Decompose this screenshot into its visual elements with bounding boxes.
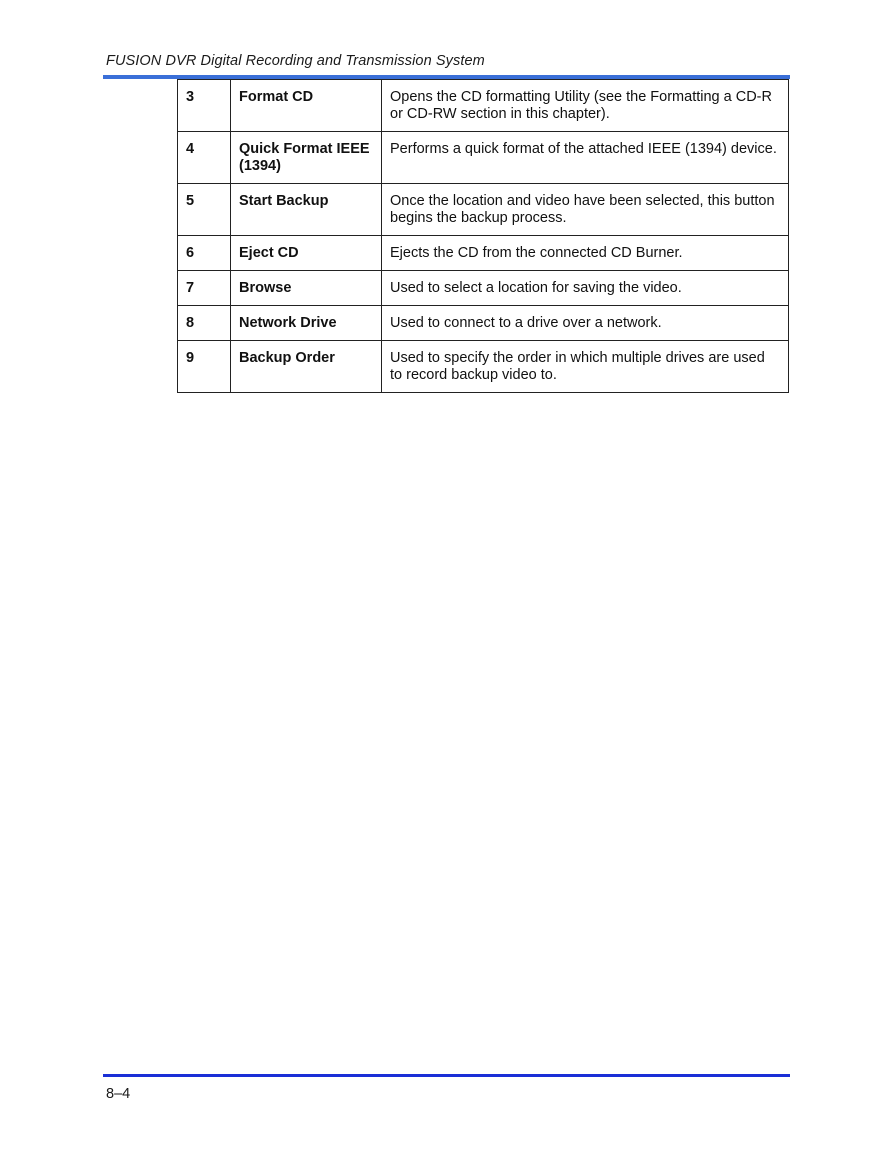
row-name: Browse <box>231 271 382 306</box>
table-row <box>178 271 789 306</box>
button-reference-table <box>177 79 789 393</box>
row-number: 4 <box>178 132 231 184</box>
row-number: 7 <box>178 271 231 306</box>
table-row <box>178 306 789 341</box>
table-row <box>178 236 789 271</box>
table-row <box>178 184 789 236</box>
row-name: Network Drive <box>231 306 382 341</box>
row-description: Used to connect to a drive over a network. <box>382 306 789 341</box>
footer-divider <box>103 1074 790 1077</box>
row-description: Opens the CD formatting Utility (see the Formatting a CD-R or CD-RW section in this chapter). <box>382 80 789 132</box>
row-name: Start Backup <box>231 184 382 236</box>
page-number: 8–4 <box>106 1086 131 1102</box>
row-description: Ejects the CD from the connected CD Burner. <box>382 236 789 271</box>
row-name: Format CD <box>231 80 382 132</box>
row-name: Eject CD <box>231 236 382 271</box>
table-row <box>178 341 789 393</box>
row-number: 5 <box>178 184 231 236</box>
row-number: 6 <box>178 236 231 271</box>
row-number: 9 <box>178 341 231 393</box>
row-description: Performs a quick format of the attached IEEE (1394) device. <box>382 132 789 184</box>
row-number: 8 <box>178 306 231 341</box>
page-header-title: FUSION DVR Digital Recording and Transmission System <box>106 53 485 69</box>
row-description: Used to specify the order in which multiple drives are used to record backup video to. <box>382 341 789 393</box>
row-name: Quick Format IEEE (1394) <box>231 132 382 184</box>
table-row <box>178 132 789 184</box>
table-row <box>178 80 789 132</box>
row-name: Backup Order <box>231 341 382 393</box>
button-reference-table-container <box>177 79 789 393</box>
row-description: Once the location and video have been selected, this button begins the backup process. <box>382 184 789 236</box>
row-number: 3 <box>178 80 231 132</box>
row-description: Used to select a location for saving the video. <box>382 271 789 306</box>
